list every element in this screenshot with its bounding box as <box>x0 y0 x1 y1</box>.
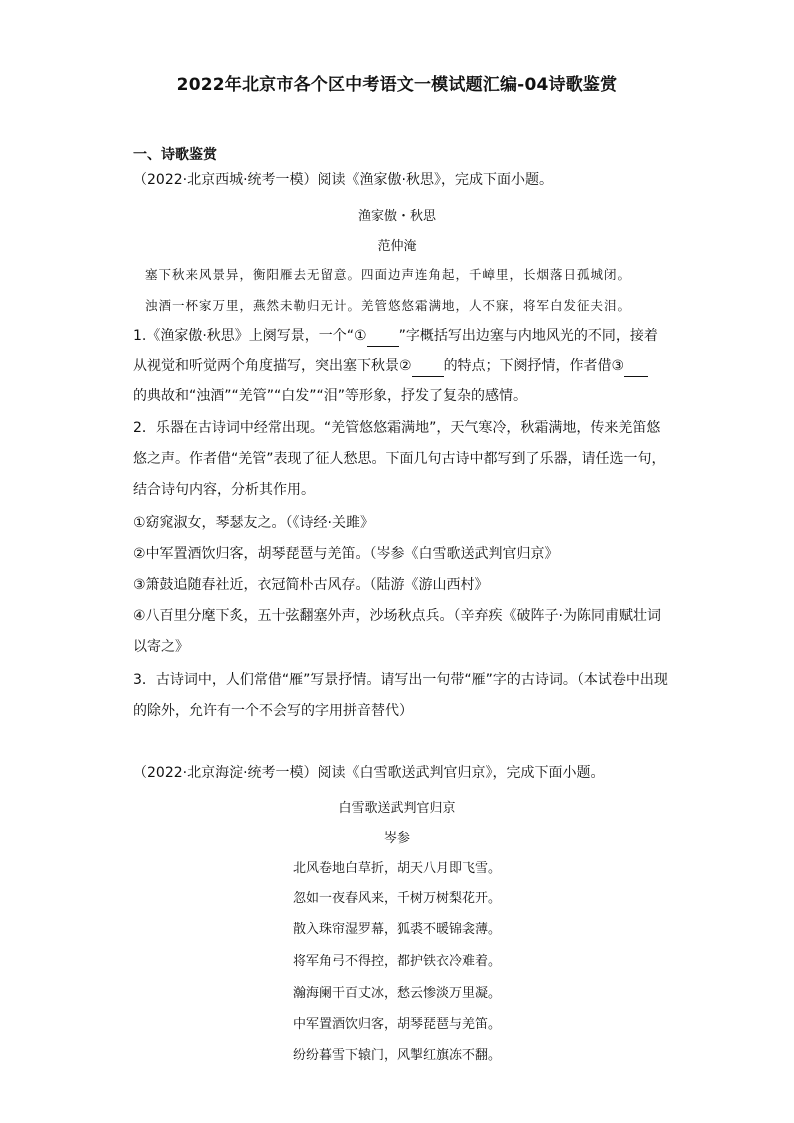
passage1-poem-line: 浊酒一杯家万里，燕然未勒归无计。羌管悠悠霜满地，人不寐，将军白发征夫泪。 <box>145 298 632 313</box>
question-1-text: ”字概括写出边塞与内地风光的不同，接着 <box>398 328 658 344</box>
question-2-option: ①窈窕淑女，琴瑟友之。（《诗经·关雎》 <box>133 515 374 531</box>
passage2-poem-author: 岑参 <box>383 831 410 846</box>
question-1-line-3: 的典故和“浊酒”“羌管”“白发”“泪”等形象，抒发了复杂的感情。 <box>133 388 528 404</box>
passage2-poem-title: 白雪歌送武判官归京 <box>338 801 456 816</box>
passage2-poem-line: 中军置酒饮归客，胡琴琵琶与羌笛。 <box>292 1017 501 1032</box>
passage2-intro: （2022·北京海淀·统考一模）阅读《白雪歌送武判官归京》，完成下面小题。 <box>133 765 605 781</box>
question-2-option: ④八百里分麾下炙，五十弦翻塞外声，沙场秋点兵。（辛弃疾《破阵子·为陈同甫赋壮词 <box>133 608 661 624</box>
question-2-line: 2．乐器在古诗词中经常出现。“羌管悠悠霜满地”，天气寒冷，秋霜满地，传来羌笛悠 <box>133 420 661 436</box>
question-2-line: 悠之声。作者借“羌管”表现了征人愁思。下面几句古诗中都写到了乐器，请任选一句， <box>133 451 666 467</box>
passage1-intro: （2022·北京西城·统考一模）阅读《渔家傲·秋思》，完成下面小题。 <box>133 172 553 188</box>
passage2-poem-line: 散入珠帘湿罗幕，狐裘不暖锦衾薄。 <box>292 922 501 937</box>
document-title: 2022年北京市各个区中考语文一模试题汇编-04诗歌鉴赏 <box>176 75 618 95</box>
passage2-poem-line: 瀚海阑干百丈冰，愁云惨淡万里凝。 <box>292 986 501 1001</box>
section-heading: 一、诗歌鉴赏 <box>133 147 217 163</box>
question-1-line-2 <box>133 356 648 377</box>
question-1-text: 1.《渔家傲·秋思》上阕写景，一个“① <box>133 328 367 344</box>
question-2-line: 结合诗句内容，分析其作用。 <box>133 482 315 498</box>
passage2-poem-line: 纷纷暮雪下辕门，风掣红旗冻不翻。 <box>292 1048 501 1063</box>
question-2-option: ②中军置酒饮归客，胡琴琵琶与羌笛。（岑参《白雪歌送武判官归京》 <box>133 546 559 562</box>
passage1-poem-line: 塞下秋来风景异，衡阳雁去无留意。四面边声连角起，千嶂里，长烟落日孤城闭。 <box>145 267 632 282</box>
question-1-text: 从视觉和听觉两个角度描写，突出塞下秋景② <box>133 358 412 374</box>
question-1-text: 的特点；下阕抒情，作者借③ <box>443 358 625 374</box>
answer-blank-1 <box>367 326 399 347</box>
passage2-poem-line: 将军角弓不得控，都护铁衣冷难着。 <box>292 954 501 969</box>
passage1-poem-title: 渔家傲・秋思 <box>357 209 436 224</box>
passage2-poem-line: 忽如一夜春风来，千树万树梨花开。 <box>292 891 501 906</box>
question-3-line: 的除外，允许有一个不会写的字用拼音替代） <box>133 703 413 719</box>
question-1-line-1 <box>133 326 658 347</box>
passage1-poem-author: 范仲淹 <box>377 239 417 254</box>
question-2-option: ③箫鼓追随春社近，衣冠简朴古风存。（陆游《游山西村》 <box>133 577 489 593</box>
passage2-poem-line: 北风卷地白草折，胡天八月即飞雪。 <box>292 861 501 876</box>
question-2-option: 以寄之》 <box>133 639 189 655</box>
answer-blank-3 <box>624 356 648 377</box>
answer-blank-2 <box>412 356 444 377</box>
question-3-line: 3．古诗词中，人们常借“雁”写景抒情。请写出一句带“雁”字的古诗词。（本试卷中出现 <box>133 672 668 688</box>
